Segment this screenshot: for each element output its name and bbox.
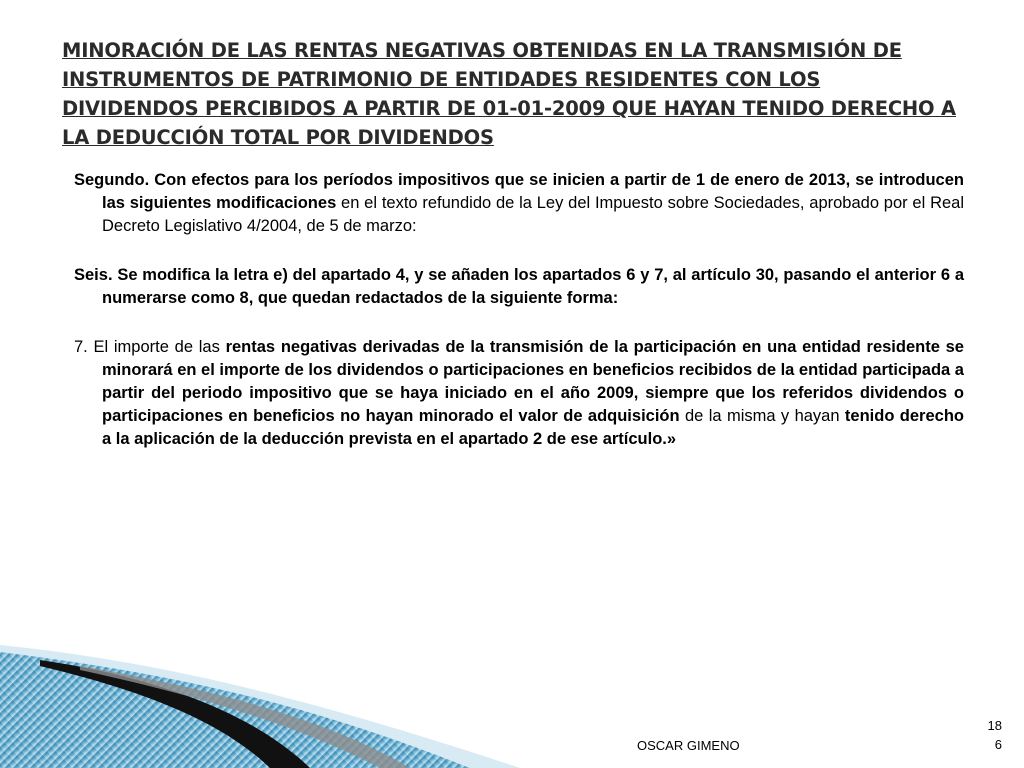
paragraph-segundo-text: en el texto refundido de la Ley del Impuesto sobre Sociedades, aprobado por el Real Decreto Legislativo 4/2004, de 5 de marzo:: [102, 194, 965, 235]
paragraph-siete-run-1: 7. El importe de las: [74, 338, 226, 356]
paragraph-seis: [74, 264, 964, 310]
slide-body: [74, 169, 964, 477]
paragraph-siete-run-3: de la misma y hayan: [679, 407, 845, 425]
paragraph-segundo: [74, 169, 964, 238]
paragraph-segundo-bold: Segundo. Con efectos para los períodos impositivos que se inicien a partir de 1 de enero de 2013, se introducen las siguientes modificaciones: [74, 171, 964, 212]
paragraph-seis-bold: Seis. Se modifica la letra e) del apartado 4, y se añaden los apartados 6 y 7, al artículo 30, pasando el anterior 6 a numerarse como 8, que quedan redactados de la siguiente forma:: [74, 266, 964, 307]
paragraph-siete: [74, 336, 964, 451]
paragraph-siete-run-2: rentas negativas derivadas de la transmisión de la participación en una entidad residente se minorará en el importe de los dividendos o participaciones en beneficios recibidos de la entidad participada a partir del periodo impositivo que se haya iniciado en el año 2009, siempre que los referidos dividendos o participaciones en beneficios no hayan minorado el valor de adquisición: [102, 338, 964, 425]
page-number: [962, 716, 1002, 754]
slide-title: MINORACIÓN DE LAS RENTAS NEGATIVAS OBTENIDAS EN LA TRANSMISIÓN DE INSTRUMENTOS DE PATRIMONIO DE ENTIDADES RESIDENTES CON LOS DIVIDENDOS PERCIBIDOS A PARTIR DE 01-01-2009 QUE HAYAN TENIDO DERECHO A LA DEDUCCIÓN TOTAL POR DIVIDENDOS: [62, 39, 956, 149]
paragraph-siete-run-4: tenido derecho a la aplicación de la deducción prevista en el apartado 2 de ese artículo.»: [102, 407, 964, 448]
page-number-line-2: 6: [994, 737, 1002, 752]
page-number-line-1: 18: [987, 718, 1002, 733]
footer-author: OSCAR GIMENO: [637, 738, 740, 753]
